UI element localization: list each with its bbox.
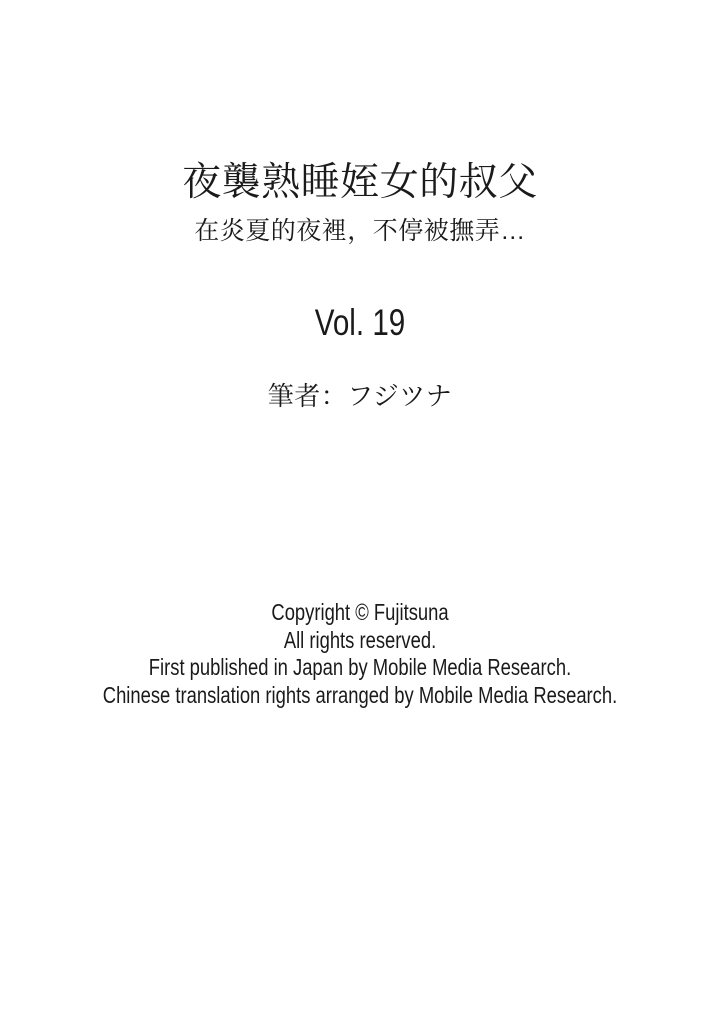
author-line: 筆者：フジツナ xyxy=(267,381,453,411)
series-title: 夜襲熟睡姪女的叔父 xyxy=(182,161,538,204)
copyright-block xyxy=(72,599,648,709)
copyright-line-1: Copyright © Fujitsuna xyxy=(271,599,449,625)
copyright-line-4: Chinese translation rights arranged by Mobile Media Research. xyxy=(102,681,618,708)
copyright-line-2: All rights reserved. xyxy=(283,626,437,653)
copyright-line-3: First published in Japan by Mobile Media Research. xyxy=(148,654,572,680)
series-subtitle: 在炎夏的夜裡，不停被撫弄… xyxy=(194,217,526,245)
volume-label: Vol. 19 xyxy=(314,302,406,343)
